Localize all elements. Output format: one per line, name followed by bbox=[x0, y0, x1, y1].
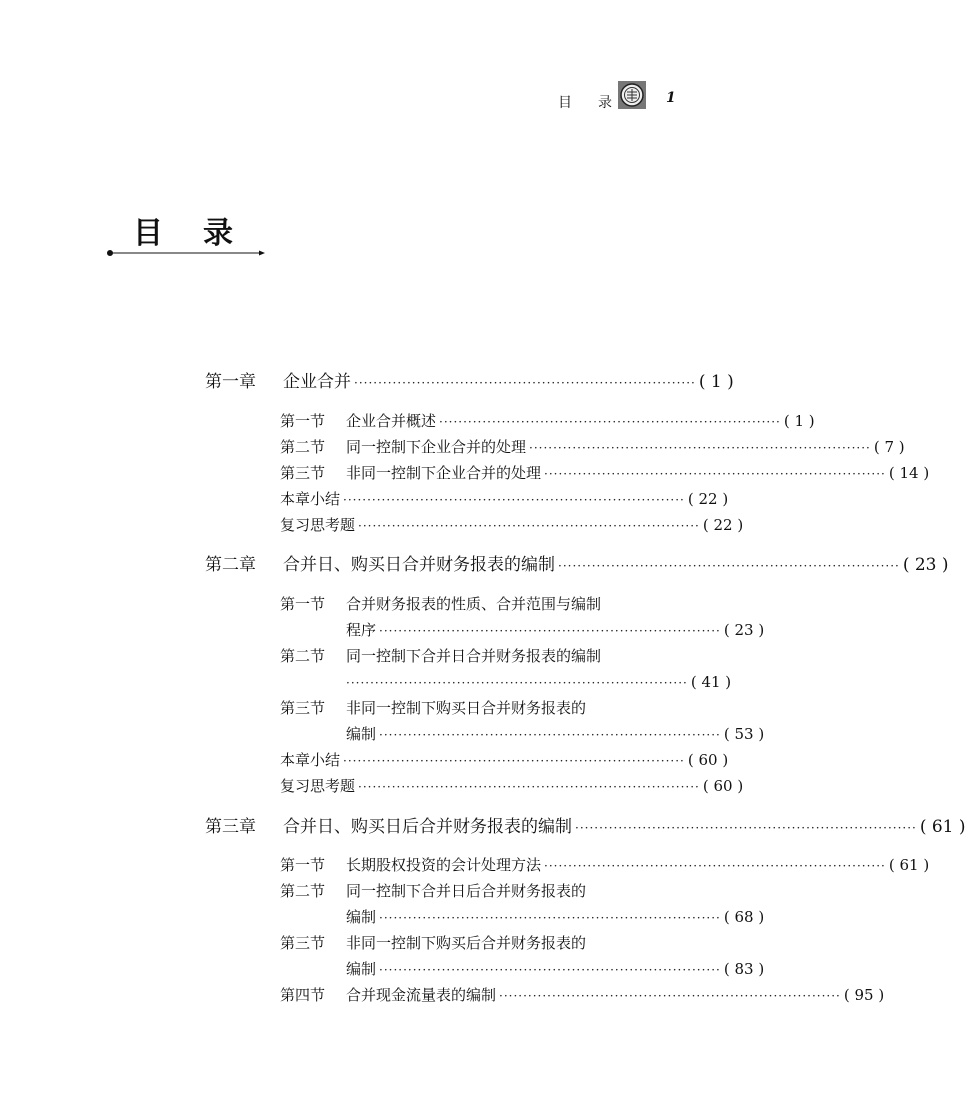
toc-section[interactable] bbox=[280, 985, 885, 1006]
toc-section-continuation[interactable] bbox=[346, 672, 732, 693]
page-title-part2: 录 bbox=[203, 216, 235, 251]
section-title: 非同一控制下购买日合并财务报表的 bbox=[346, 699, 587, 717]
chapter-title: 合并日、购买日合并财务报表的编制 bbox=[283, 555, 555, 575]
toc-chapter-1[interactable] bbox=[205, 372, 734, 393]
leader-dots: ······································································· bbox=[439, 415, 781, 429]
toc-summary[interactable] bbox=[280, 489, 729, 510]
page-ref: ( 61 ) bbox=[888, 856, 930, 874]
section-title: 同一控制下企业合并的处理 bbox=[346, 438, 527, 456]
section-label: 第一节 bbox=[280, 412, 326, 430]
toc-section[interactable] bbox=[280, 411, 815, 432]
header-section-title-part1: 目 bbox=[558, 95, 572, 111]
leader-dots: ······································································· bbox=[379, 728, 721, 742]
toc-section[interactable] bbox=[280, 698, 685, 718]
page-ref: ( 22 ) bbox=[702, 516, 744, 534]
toc-section[interactable] bbox=[280, 646, 685, 666]
section-title: 同一控制下合并日合并财务报表的编制 bbox=[346, 647, 602, 665]
leader-dots: ······································································· bbox=[343, 493, 685, 507]
toc-section-continuation[interactable] bbox=[346, 959, 765, 980]
toc-chapter-2[interactable] bbox=[205, 555, 949, 576]
section-label: 第三节 bbox=[280, 699, 326, 717]
toc-section-continuation[interactable] bbox=[346, 620, 765, 641]
page-title-part1: 目 bbox=[133, 216, 165, 251]
chapter-title: 合并日、购买日后合并财务报表的编制 bbox=[283, 817, 572, 837]
section-label: 第一节 bbox=[280, 595, 326, 613]
page-ref: ( 68 ) bbox=[723, 908, 765, 926]
leader-dots: ······································································· bbox=[544, 859, 886, 873]
section-title: 同一控制下合并日后合并财务报表的 bbox=[346, 882, 587, 900]
chapter-label: 第三章 bbox=[205, 817, 256, 837]
page-ref: ( 61 ) bbox=[919, 817, 966, 837]
toc-section[interactable] bbox=[280, 437, 905, 458]
leader-dots: ······································································· bbox=[544, 467, 886, 481]
chapter-label: 第二章 bbox=[205, 555, 256, 575]
page-ref: ( 60 ) bbox=[702, 777, 744, 795]
section-title-continuation: 编制 bbox=[346, 960, 377, 978]
review-title: 复习思考题 bbox=[280, 516, 356, 534]
summary-title: 本章小结 bbox=[280, 751, 341, 769]
section-title: 非同一控制下企业合并的处理 bbox=[346, 464, 542, 482]
toc-summary[interactable] bbox=[280, 750, 729, 771]
page-ref: ( 1 ) bbox=[783, 412, 815, 430]
page-ref: ( 23 ) bbox=[723, 621, 765, 639]
toc-section[interactable] bbox=[280, 463, 930, 484]
leader-dots: ······································································· bbox=[358, 519, 700, 533]
section-title: 合并财务报表的性质、合并范围与编制 bbox=[346, 595, 602, 613]
section-title: 合并现金流量表的编制 bbox=[346, 986, 497, 1004]
leader-dots: ······································································· bbox=[558, 559, 900, 573]
leader-dots: ······································································· bbox=[379, 963, 721, 977]
chapter-label: 第一章 bbox=[205, 372, 256, 392]
toc-section[interactable] bbox=[280, 594, 685, 614]
section-title: 长期股权投资的会计处理方法 bbox=[346, 856, 542, 874]
toc-chapter-3[interactable] bbox=[205, 817, 966, 838]
section-label: 第二节 bbox=[280, 438, 326, 456]
summary-title: 本章小结 bbox=[280, 490, 341, 508]
page-ref: ( 60 ) bbox=[687, 751, 729, 769]
leader-dots: ······································································· bbox=[379, 624, 721, 638]
section-title: 企业合并概述 bbox=[346, 412, 437, 430]
section-title-continuation: 编制 bbox=[346, 725, 377, 743]
leader-dots: ······································································· bbox=[529, 441, 871, 455]
page-ref: ( 23 ) bbox=[902, 555, 949, 575]
page-ref: ( 53 ) bbox=[723, 725, 765, 743]
toc-section-continuation[interactable] bbox=[346, 907, 765, 928]
section-label: 第二节 bbox=[280, 647, 326, 665]
toc-section[interactable] bbox=[280, 881, 685, 901]
leader-dots: ······································································· bbox=[346, 676, 688, 690]
leader-dots: ······································································· bbox=[358, 780, 700, 794]
section-title: 非同一控制下购买后合并财务报表的 bbox=[346, 934, 587, 952]
leader-dots: ······································································· bbox=[499, 989, 841, 1003]
section-label: 第二节 bbox=[280, 882, 326, 900]
page-ref: ( 83 ) bbox=[723, 960, 765, 978]
leader-dots: ······································································· bbox=[575, 821, 917, 835]
section-label: 第四节 bbox=[280, 986, 326, 1004]
section-label: 第一节 bbox=[280, 856, 326, 874]
page-number: 1 bbox=[666, 90, 676, 106]
review-title: 复习思考题 bbox=[280, 777, 356, 795]
leader-dots: ······································································· bbox=[343, 754, 685, 768]
section-label: 第三节 bbox=[280, 934, 326, 952]
chapter-title: 企业合并 bbox=[283, 372, 351, 392]
section-label: 第三节 bbox=[280, 464, 326, 482]
leader-dots: ······································································· bbox=[354, 376, 696, 390]
toc-section-continuation[interactable] bbox=[346, 724, 765, 745]
page-ref: ( 14 ) bbox=[888, 464, 930, 482]
section-title-continuation: 编制 bbox=[346, 908, 377, 926]
header-section-title-part2: 录 bbox=[598, 95, 612, 111]
toc-section[interactable] bbox=[280, 855, 930, 876]
toc-review[interactable] bbox=[280, 515, 744, 536]
leader-dots: ······································································· bbox=[379, 911, 721, 925]
section-title-continuation: 程序 bbox=[346, 621, 377, 639]
toc-review[interactable] bbox=[280, 776, 744, 797]
page-ref: ( 22 ) bbox=[687, 490, 729, 508]
page-ref: ( 41 ) bbox=[690, 673, 732, 691]
page-ref: ( 1 ) bbox=[698, 372, 734, 392]
page-ref: ( 7 ) bbox=[873, 438, 905, 456]
toc-section[interactable] bbox=[280, 933, 685, 953]
page-ref: ( 95 ) bbox=[843, 986, 885, 1004]
